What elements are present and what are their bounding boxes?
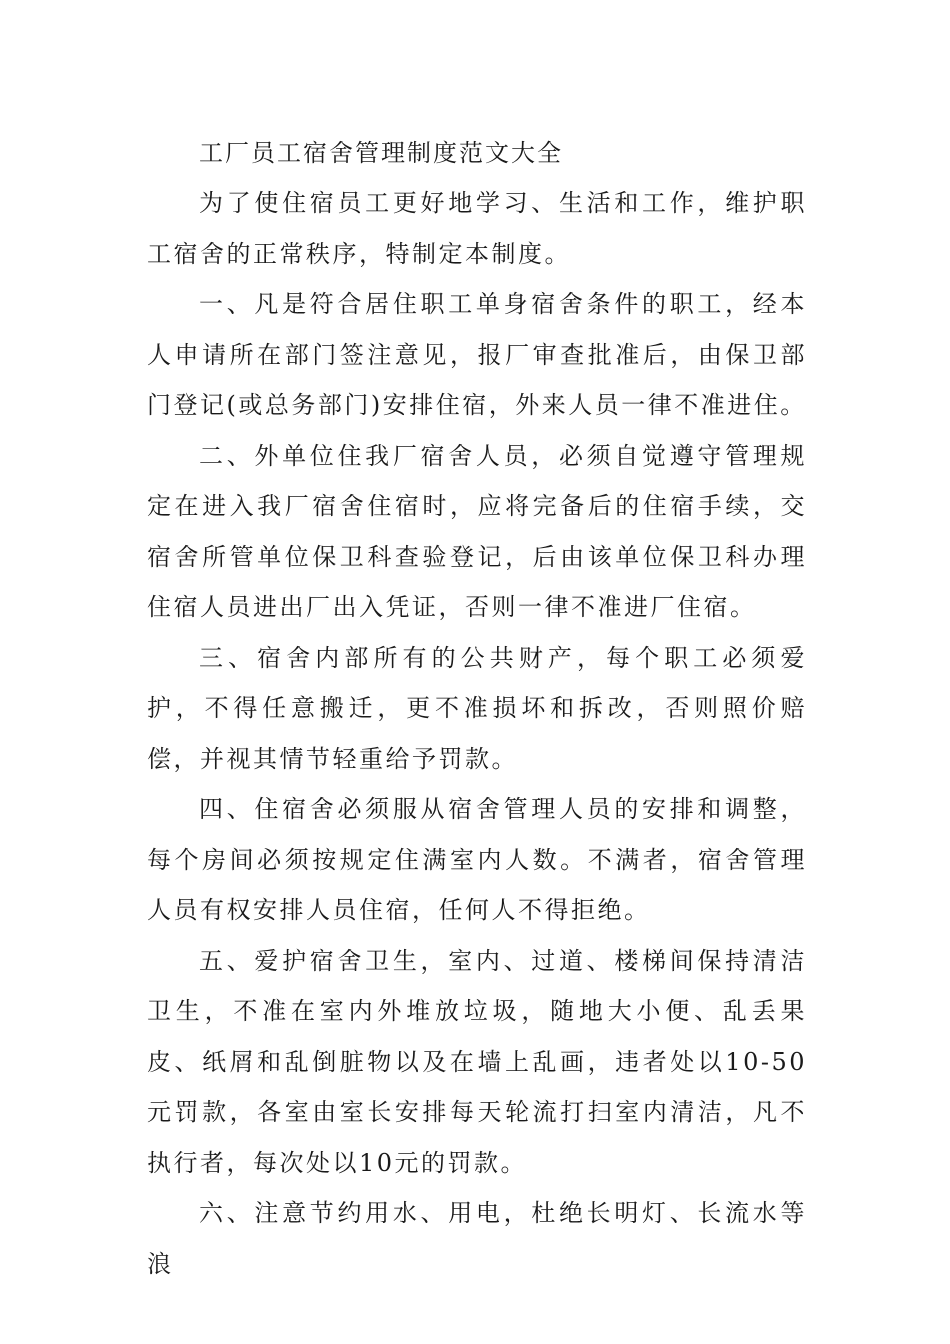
paragraph-article-3: 三、宿舍内部所有的公共财产，每个职工必须爱护，不得任意搬迁，更不准损坏和拆改，否则照价赔偿，并视其情节轻重给予罚款。	[147, 643, 807, 773]
paragraph-article-6: 六、注意节约用水、用电，杜绝长明灯、长流水等浪	[147, 1199, 807, 1278]
paragraph-article-2: 二、外单位住我厂宿舍人员，必须自觉遵守管理规定在进入我厂宿舍住宿时，应将完备后的住宿手续，交宿舍所管单位保卫科查验登记，后由该单位保卫科办理住宿人员进出厂出入凭证，否则一律不准进厂住宿。	[147, 441, 807, 621]
paragraph-article-4: 四、住宿舍必须服从宿舍管理人员的安排和调整，每个房间必须按规定住满室内人数。不满者，宿舍管理人员有权安排人员住宿，任何人不得拒绝。	[147, 795, 807, 924]
document-title: 工厂员工宿舍管理制度范文大全	[199, 139, 563, 167]
paragraph-intro: 为了使住宿员工更好地学习、生活和工作，维护职工宿舍的正常秩序，特制定本制度。	[147, 189, 807, 268]
document-body	[147, 128, 807, 1289]
paragraph-article-1: 一、凡是符合居住职工单身宿舍条件的职工，经本人申请所在部门签注意见，报厂审查批准后，由保卫部门登记(或总务部门)安排住宿，外来人员一律不准进住。	[147, 290, 807, 419]
paragraph-article-5: 五、爱护宿舍卫生，室内、过道、楼梯间保持清洁卫生，不准在室内外堆放垃圾，随地大小便、乱丢果皮、纸屑和乱倒脏物以及在墙上乱画，违者处以10-50元罚款，各室由室长安排每天轮流打扫室内清洁，凡不执行者，每次处以10元的罚款。	[147, 946, 807, 1177]
